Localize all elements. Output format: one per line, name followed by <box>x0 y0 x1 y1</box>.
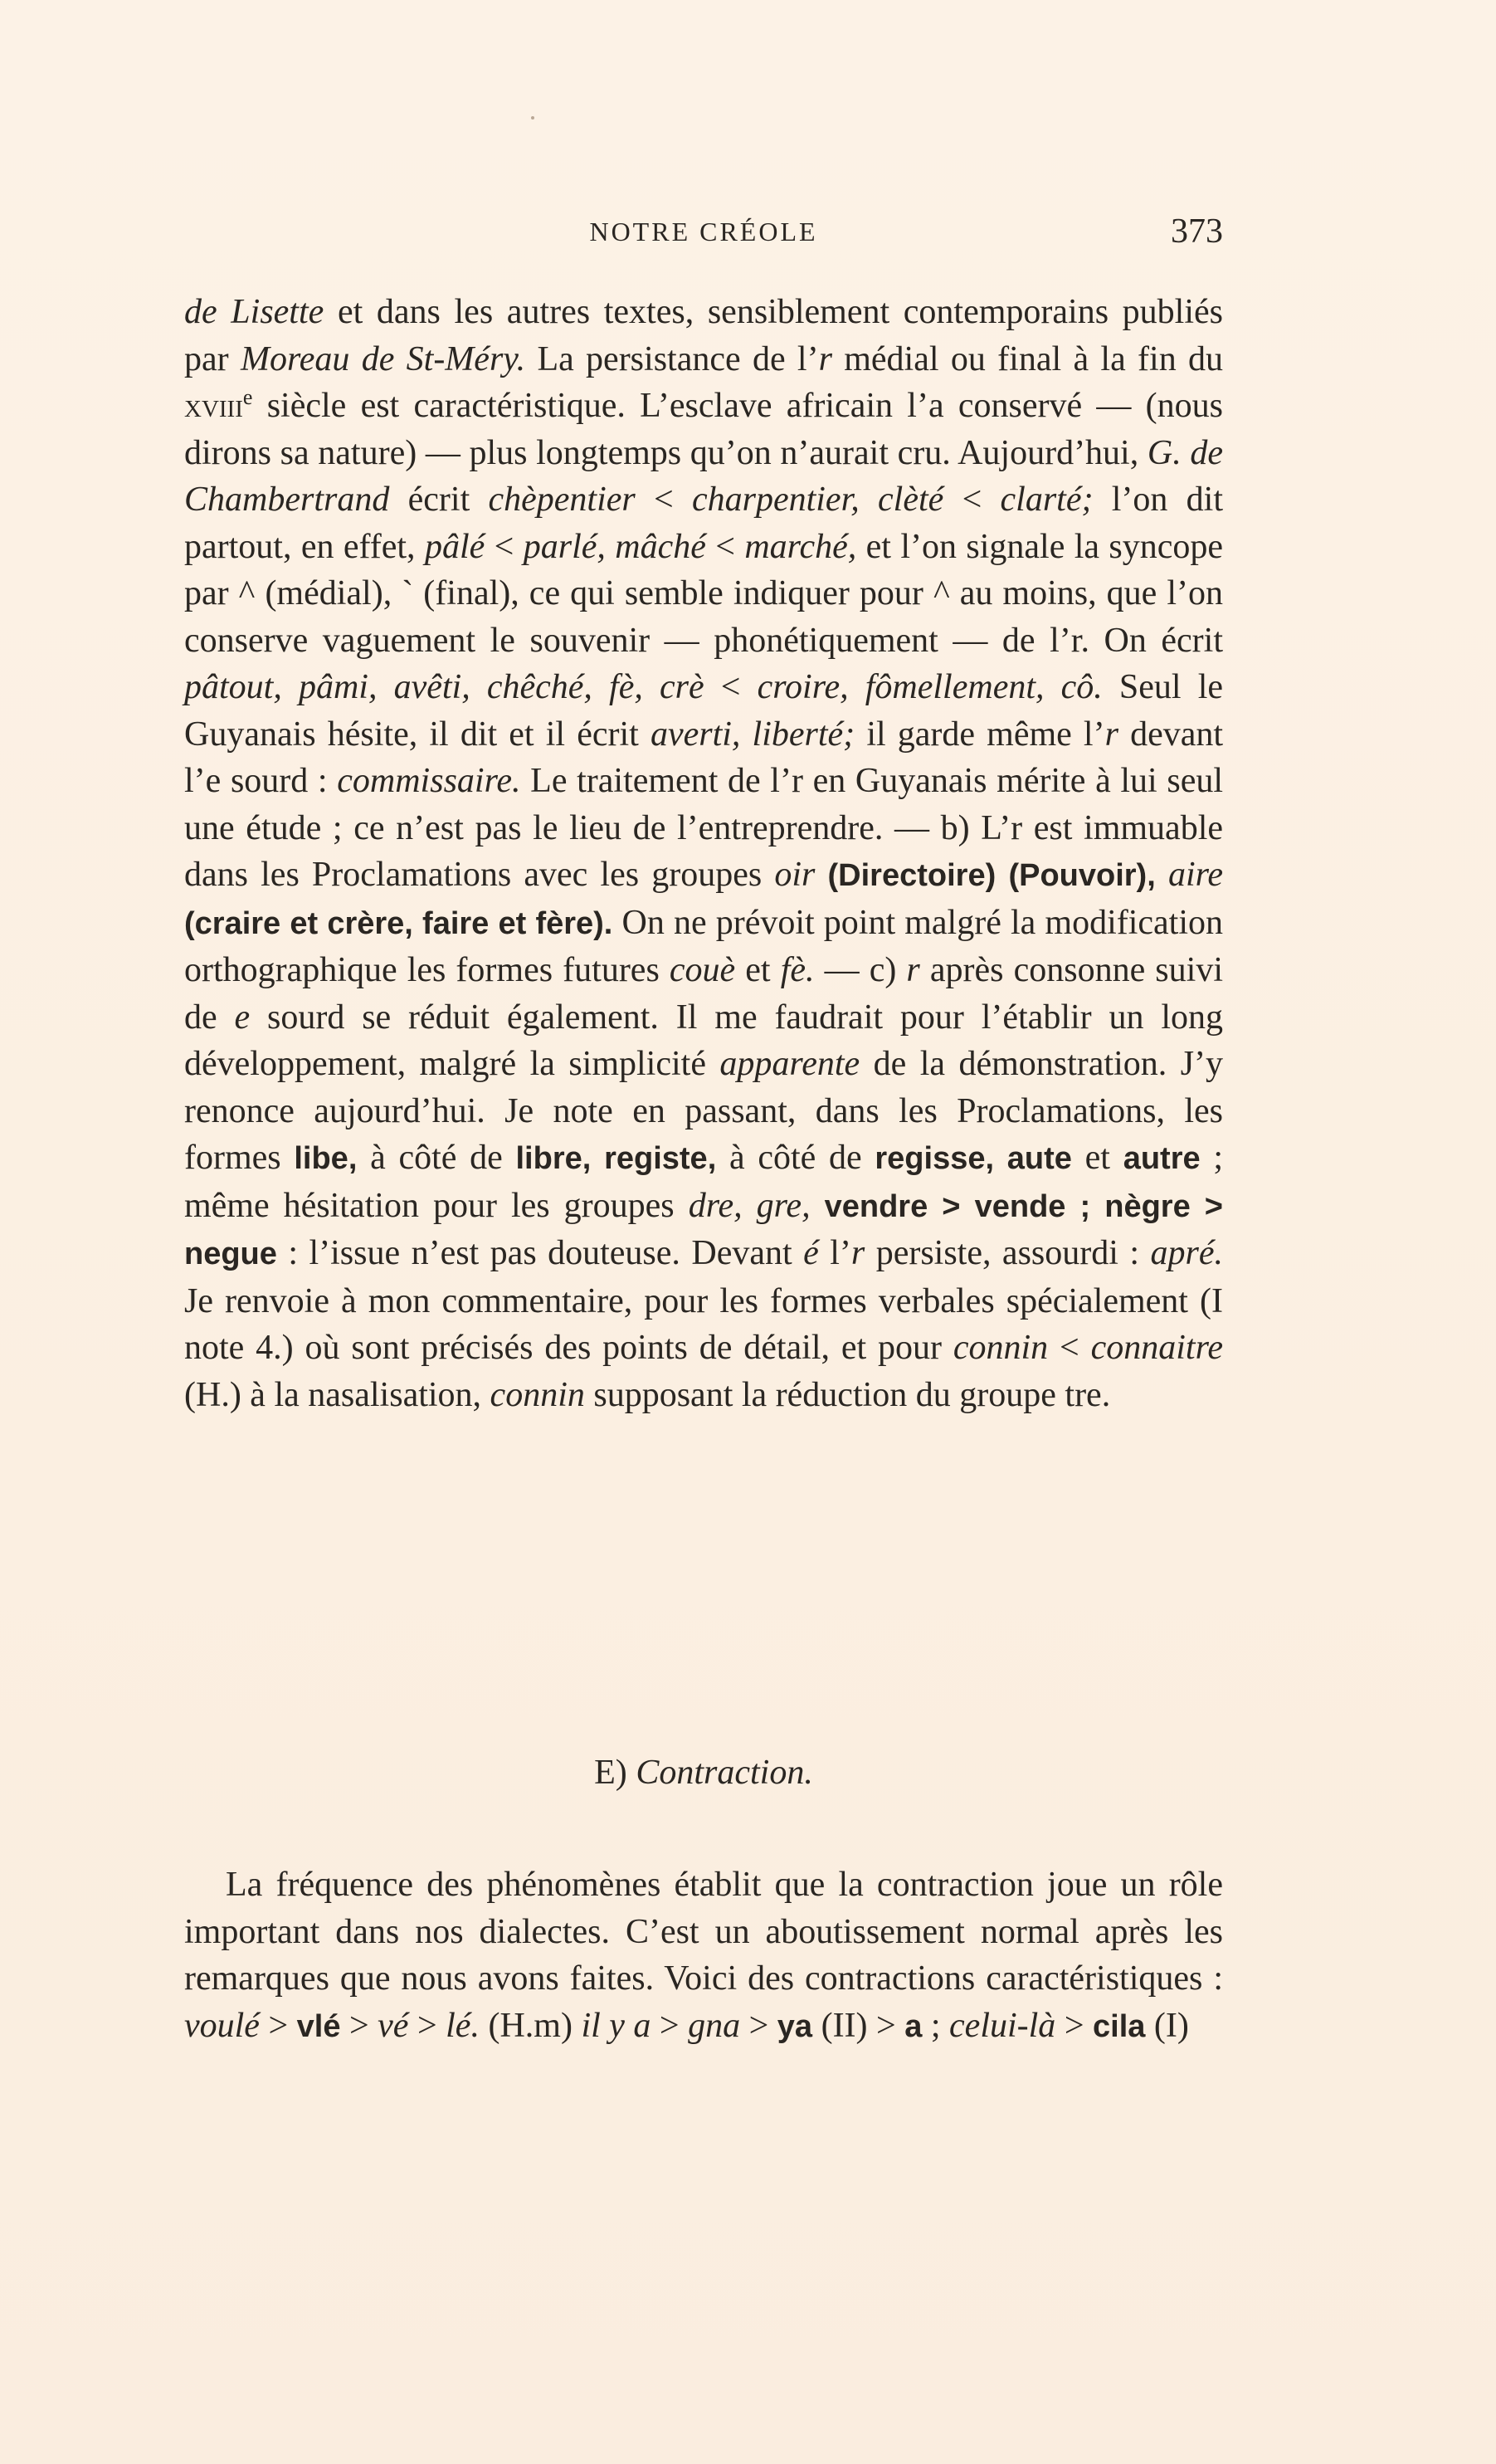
text-span: libe, <box>294 1141 358 1176</box>
text-span: Seul le Guyanais hésite, il dit et il écrit <box>184 668 1224 754</box>
text-span: fè. <box>780 951 815 989</box>
paper-speck <box>531 116 534 120</box>
text-span: de la démonstration. J’y renonce aujourd’hui. Je note en passant, dans les Proclamations, les formes <box>184 1045 1224 1177</box>
text-span: La fréquence des phénomènes établit que la contraction joue un rôle important dans nos dialectes. C’est un aboutissement normal après les remarques que nous avons faites. Voici des contractions caractéristiques : <box>184 1866 1223 1998</box>
text-span: (Directoire) (Pouvoir), <box>827 858 1156 893</box>
text-span: marché, <box>744 527 857 566</box>
text-span: et l’on signale la syncope par ^ (médial), ` (final), ce qui semble indiquer pour ^ au moins, que l’on conserve vaguement le souvenir — phonétiquement — de l’r. On écrit <box>184 527 1224 660</box>
text-span: libre, registe, <box>515 1141 717 1176</box>
text-span: il garde même l’ <box>866 715 1105 754</box>
text-span: xviii <box>184 387 243 425</box>
text-span: (II) > <box>821 2006 896 2045</box>
text-span: apparente <box>719 1045 860 1083</box>
text-span: ya <box>777 2008 813 2044</box>
text-span: On ne prévoit point malgré la modification orthographique les formes futures <box>184 903 1224 989</box>
text-span: < <box>715 527 735 566</box>
text-span: Moreau de St-Méry. <box>240 339 526 378</box>
text-span: il y a <box>581 2006 651 2045</box>
text-span: lé. <box>446 2006 480 2045</box>
text-span: < <box>1060 1329 1079 1367</box>
text-span: pâlé <box>424 527 485 566</box>
text-span: vendre > vende ; nègre > negue <box>184 1188 1223 1271</box>
text-span: et <box>745 951 771 989</box>
text-span: r <box>1104 715 1118 754</box>
text-span: et dans les autres textes, sensiblement contemporains publiés par <box>184 293 1223 378</box>
text-span: r <box>818 339 832 378</box>
text-span: e <box>234 998 251 1037</box>
text-span: persiste, assourdi : <box>875 1234 1140 1272</box>
text-span: regisse, aute <box>875 1141 1072 1176</box>
text-span: commissaire. <box>337 762 521 800</box>
page-number: 373 <box>1171 212 1223 251</box>
text-span: (H.m) <box>488 2006 573 2045</box>
text-span: écrit <box>407 481 470 519</box>
section-label: E) <box>594 1754 627 1792</box>
text-span: oir <box>774 856 816 894</box>
text-span: vlé <box>296 2008 341 2044</box>
section-title: Contraction. <box>636 1754 813 1792</box>
text-span: de <box>184 293 217 331</box>
text-span: > <box>348 2006 369 2045</box>
main-paragraph <box>184 289 1223 1418</box>
text-span: Lisette <box>231 293 324 331</box>
text-span: é <box>803 1234 819 1272</box>
text-span: < <box>962 481 982 519</box>
text-span: supposant la réduction du groupe tre. <box>593 1375 1111 1414</box>
text-span: G. de Chambertrand <box>184 433 1224 519</box>
text-span: cila <box>1093 2008 1146 2044</box>
text-span: médial ou final à la fin du <box>844 339 1224 378</box>
text-span: celui-là <box>949 2006 1056 2045</box>
text-span: (craire et crère, faire et fère). <box>184 905 613 941</box>
text-span: couè <box>669 951 736 989</box>
page-header <box>184 212 1223 261</box>
text-span: après consonne suivi de <box>184 951 1223 1037</box>
text-span: > <box>659 2006 680 2045</box>
text-span: r <box>906 951 920 989</box>
text-span: a <box>904 2008 923 2044</box>
text-span: autre <box>1123 1141 1201 1176</box>
text-span: < <box>494 527 514 566</box>
text-span: parlé, mâché <box>523 527 706 566</box>
text-span: > <box>268 2006 289 2045</box>
text-span: < <box>720 668 741 706</box>
text-span: connaitre <box>1090 1329 1224 1367</box>
text-span: dre, gre, <box>688 1186 811 1225</box>
text-span: vé <box>378 2006 409 2045</box>
text-span: devant l’e sourd : <box>184 715 1224 800</box>
text-span: voulé <box>184 2006 260 2045</box>
text-span: — c) <box>824 951 897 989</box>
text-span: connin <box>490 1375 585 1414</box>
running-head: NOTRE CRÉOLE <box>589 217 818 246</box>
text-span: < <box>654 481 674 519</box>
text-span: (H.) à la nasalisation, <box>184 1375 482 1414</box>
paragraph-1 <box>184 289 1223 1418</box>
text-span: aire <box>1167 856 1224 894</box>
text-span: : l’issue n’est pas douteuse. Devant <box>288 1234 792 1272</box>
text-span: Je renvoie à mon commentaire, pour les formes verbales spécialement (I note 4.) où sont précisés des points de détail, et pour <box>184 1281 1223 1367</box>
section-heading <box>184 1753 1223 1793</box>
text-span: chèpentier <box>488 481 636 519</box>
text-span: l’ <box>830 1234 851 1272</box>
text-span: clarté; <box>1000 481 1094 519</box>
text-span: r <box>850 1234 865 1272</box>
text-span: La persistance de l’ <box>537 339 819 378</box>
text-span: > <box>748 2006 769 2045</box>
text-span: charpentier, clèté <box>691 481 944 519</box>
contraction-paragraph <box>184 1861 1223 2050</box>
text-span: averti, liberté; <box>650 715 855 754</box>
text-span: > <box>1064 2006 1084 2045</box>
text-span: ; <box>930 2006 941 2045</box>
text-span: ; même hésitation pour les groupes <box>184 1139 1223 1225</box>
text-span: à côté de <box>370 1139 503 1177</box>
text-span: croire, fômellement, cô. <box>757 668 1103 706</box>
text-span: siècle est caractéristique. L’esclave africain l’a conservé — (nous dirons sa nature) — plus longtemps qu’on n’aurait cru. Aujourd’hui, <box>184 387 1224 472</box>
text-span: pâtout, pâmi, avêti, chêché, fè, crè <box>184 668 704 706</box>
text-span: > <box>417 2006 437 2045</box>
text-span: Le traitement de l’r en Guyanais mérite à lui seul une étude ; ce n’est pas le lieu de l’entreprendre. — b) L’r est immuable dans les Proclamations avec les groupes <box>184 762 1224 894</box>
text-span: l’on dit partout, en effet, <box>184 481 1223 566</box>
text-span: et <box>1084 1139 1110 1177</box>
superscript: e <box>242 385 253 409</box>
text-span: à côté de <box>729 1139 862 1177</box>
paragraph-2 <box>184 1861 1223 2050</box>
text-span: connin <box>953 1329 1049 1367</box>
text-span: gna <box>688 2006 741 2045</box>
text-span: apré. <box>1150 1234 1223 1272</box>
text-span: sourd se réduit également. Il me faudrait pour l’établir un long développement, malgré la simplicité <box>184 998 1224 1083</box>
text-span: (I) <box>1153 2006 1189 2045</box>
